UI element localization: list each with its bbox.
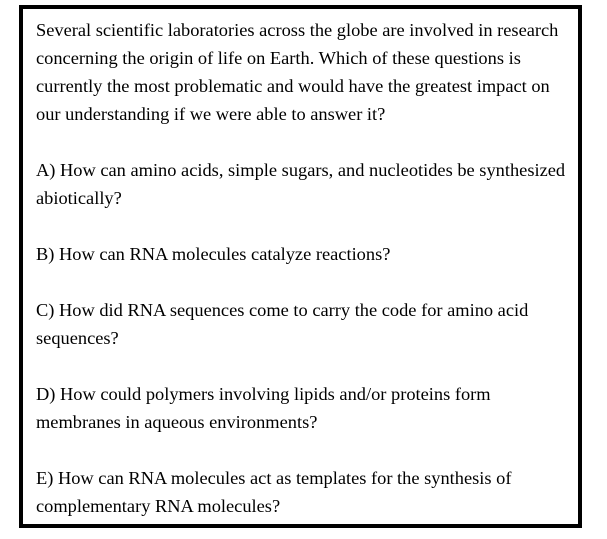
question-stem: Several scientific laboratories across the globe are involved in research concerning the origin of life on Earth. Which of these questions is currently the most problematic and would have the greatest impact on our understanding if we were able to answer it? (36, 20, 559, 124)
option-a: A) How can amino acids, simple sugars, and nucleotides be synthesized abiotically? (36, 160, 566, 208)
option-d: D) How could polymers involving lipids and/or proteins form membranes in aqueous environments? (36, 384, 491, 432)
option-b: B) How can RNA molecules catalyze reactions? (36, 244, 391, 264)
question-box (19, 5, 582, 528)
question-content (36, 16, 576, 520)
option-e: E) How can RNA molecules act as templates for the synthesis of complementary RNA molecules? (36, 468, 512, 516)
option-c: C) How did RNA sequences come to carry the code for amino acid sequences? (36, 300, 529, 348)
